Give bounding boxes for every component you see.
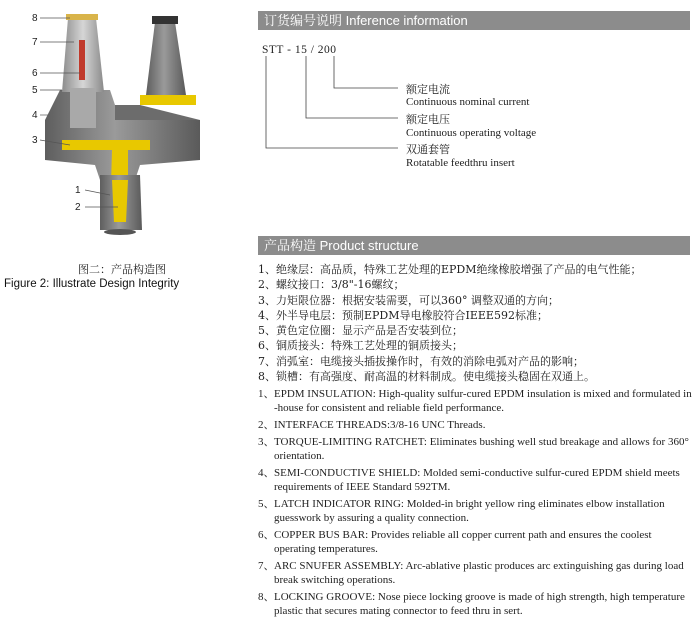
list-item xyxy=(258,466,694,494)
item-number: 1、 xyxy=(258,388,275,400)
callout-8: 8 xyxy=(32,13,38,24)
list-item xyxy=(258,497,694,525)
list-item xyxy=(258,528,694,556)
callout-1: 1 xyxy=(75,185,81,196)
item-number: 2、 xyxy=(258,419,275,431)
item-text: High-quality sulfur-cured EPDM insulation is mixed and formulated in -house for consistent and reliable field performance. xyxy=(274,388,692,415)
callout-7: 7 xyxy=(32,37,38,48)
list-item: 1、绝缘层：高品质，特殊工艺处理的EPDM绝缘橡胶增强了产品的电气性能； xyxy=(258,263,642,276)
item-title: SEMI-CONDUCTIVE SHIELD: xyxy=(274,466,421,479)
inference-header: 订货编号说明 Inference information xyxy=(258,11,690,30)
item-text: Molded-in bright yellow ring eliminates elbow installation guesswork by assuring a quality connection. xyxy=(274,497,665,524)
item-text: Provides reliable all copper current path and ensures the coolest operating temperatures. xyxy=(274,528,652,555)
product-structure-figure xyxy=(0,0,240,300)
list-item xyxy=(258,435,694,463)
list-item xyxy=(258,418,694,432)
item-number: 3、 xyxy=(258,435,275,448)
list-item: 6、铜质接头：特殊工艺处理的铜质接头； xyxy=(258,339,463,353)
item-title: INTERFACE THREADS: xyxy=(274,419,391,431)
feedthru-insert-cn: 双通套管 xyxy=(406,143,450,156)
callout-6: 6 xyxy=(32,68,38,79)
locking-groove xyxy=(66,14,98,20)
order-code: STT - 15 / 200 xyxy=(262,44,337,56)
list-item: 4、外半导电层：预制EPDM导电橡胶符合IEEE592标准； xyxy=(258,308,548,322)
item-text: 3/8-16 UNC Threads. xyxy=(390,419,486,431)
callout-4: 4 xyxy=(32,110,38,121)
operating-voltage-en: Continuous operating voltage xyxy=(406,127,537,139)
copper-area xyxy=(70,88,96,128)
item-number: 7、 xyxy=(258,559,275,572)
figure-caption-cn: 图二：产品构造图 xyxy=(78,263,166,276)
list-item: 7、消弧室：电缆接头插拔操作时，有效的消除电弧对产品的影响； xyxy=(258,354,584,368)
list-item: 8、锁槽：有高强度、耐高温的材料制成。使电缆接头稳固在双通上。 xyxy=(258,370,595,384)
list-item xyxy=(258,590,694,618)
item-title: LOCKING GROOVE: xyxy=(274,590,376,603)
item-text: Eliminates bushing well stud breakage and allows for 360° orientation. xyxy=(274,435,689,462)
feedthru-insert-en: Rotatable feedthru insert xyxy=(406,157,515,169)
operating-voltage-cn: 额定电压 xyxy=(406,113,450,126)
list-item: 2、螺纹接口：3/8"-16螺纹； xyxy=(258,278,405,292)
item-title: LATCH INDICATOR RING: xyxy=(274,497,404,510)
right-cone-top xyxy=(152,16,178,24)
structure-list-cn xyxy=(258,262,690,384)
item-title: EPDM INSULATION: xyxy=(274,388,376,400)
callout-5: 5 xyxy=(32,85,38,96)
callout-2: 2 xyxy=(75,202,81,213)
nominal-current-cn: 额定电流 xyxy=(406,83,450,96)
item-text: Arc-ablative plastic produces arc extinguishing gas during load break switching operations. xyxy=(274,559,684,586)
figure-caption-en: Figure 2: Illustrate Design Integrity xyxy=(4,278,180,290)
list-item: 3、力矩限位器：根据安装需要，可以360° 调整双通的方向； xyxy=(258,293,559,307)
item-number: 8、 xyxy=(258,590,275,603)
item-title: ARC SNUFER ASSEMBLY: xyxy=(274,559,404,572)
bushing-illustration xyxy=(0,0,240,260)
structure-header: 产品构造 Product structure xyxy=(258,236,690,255)
item-number: 4、 xyxy=(258,466,275,479)
item-text: Nose piece locking groove is made of high strength, high temperature plastic that secures mating connector to feed thru in sert. xyxy=(274,590,685,617)
callout-3: 3 xyxy=(32,135,38,146)
structure-list-en xyxy=(258,387,694,621)
list-item xyxy=(258,559,694,587)
item-text: Molded semi-conductive sulfur-cured EPDM shield meets requirements of IEEE Standard 592TM. xyxy=(274,466,680,493)
item-title: COPPER BUS BAR: xyxy=(274,528,369,541)
arc-snuffer xyxy=(79,40,85,80)
item-number: 5、 xyxy=(258,497,275,510)
item-title: TORQUE-LIMITING RATCHET: xyxy=(274,435,427,448)
yellow-ring-right xyxy=(140,95,196,105)
item-number: 6、 xyxy=(258,528,275,541)
order-code-diagram xyxy=(258,40,690,180)
nominal-current-en: Continuous nominal current xyxy=(406,96,530,108)
right-cone xyxy=(146,22,186,95)
list-item xyxy=(258,387,694,415)
list-item: 5、黄色定位圈：显示产品是否安装到位； xyxy=(258,324,463,338)
